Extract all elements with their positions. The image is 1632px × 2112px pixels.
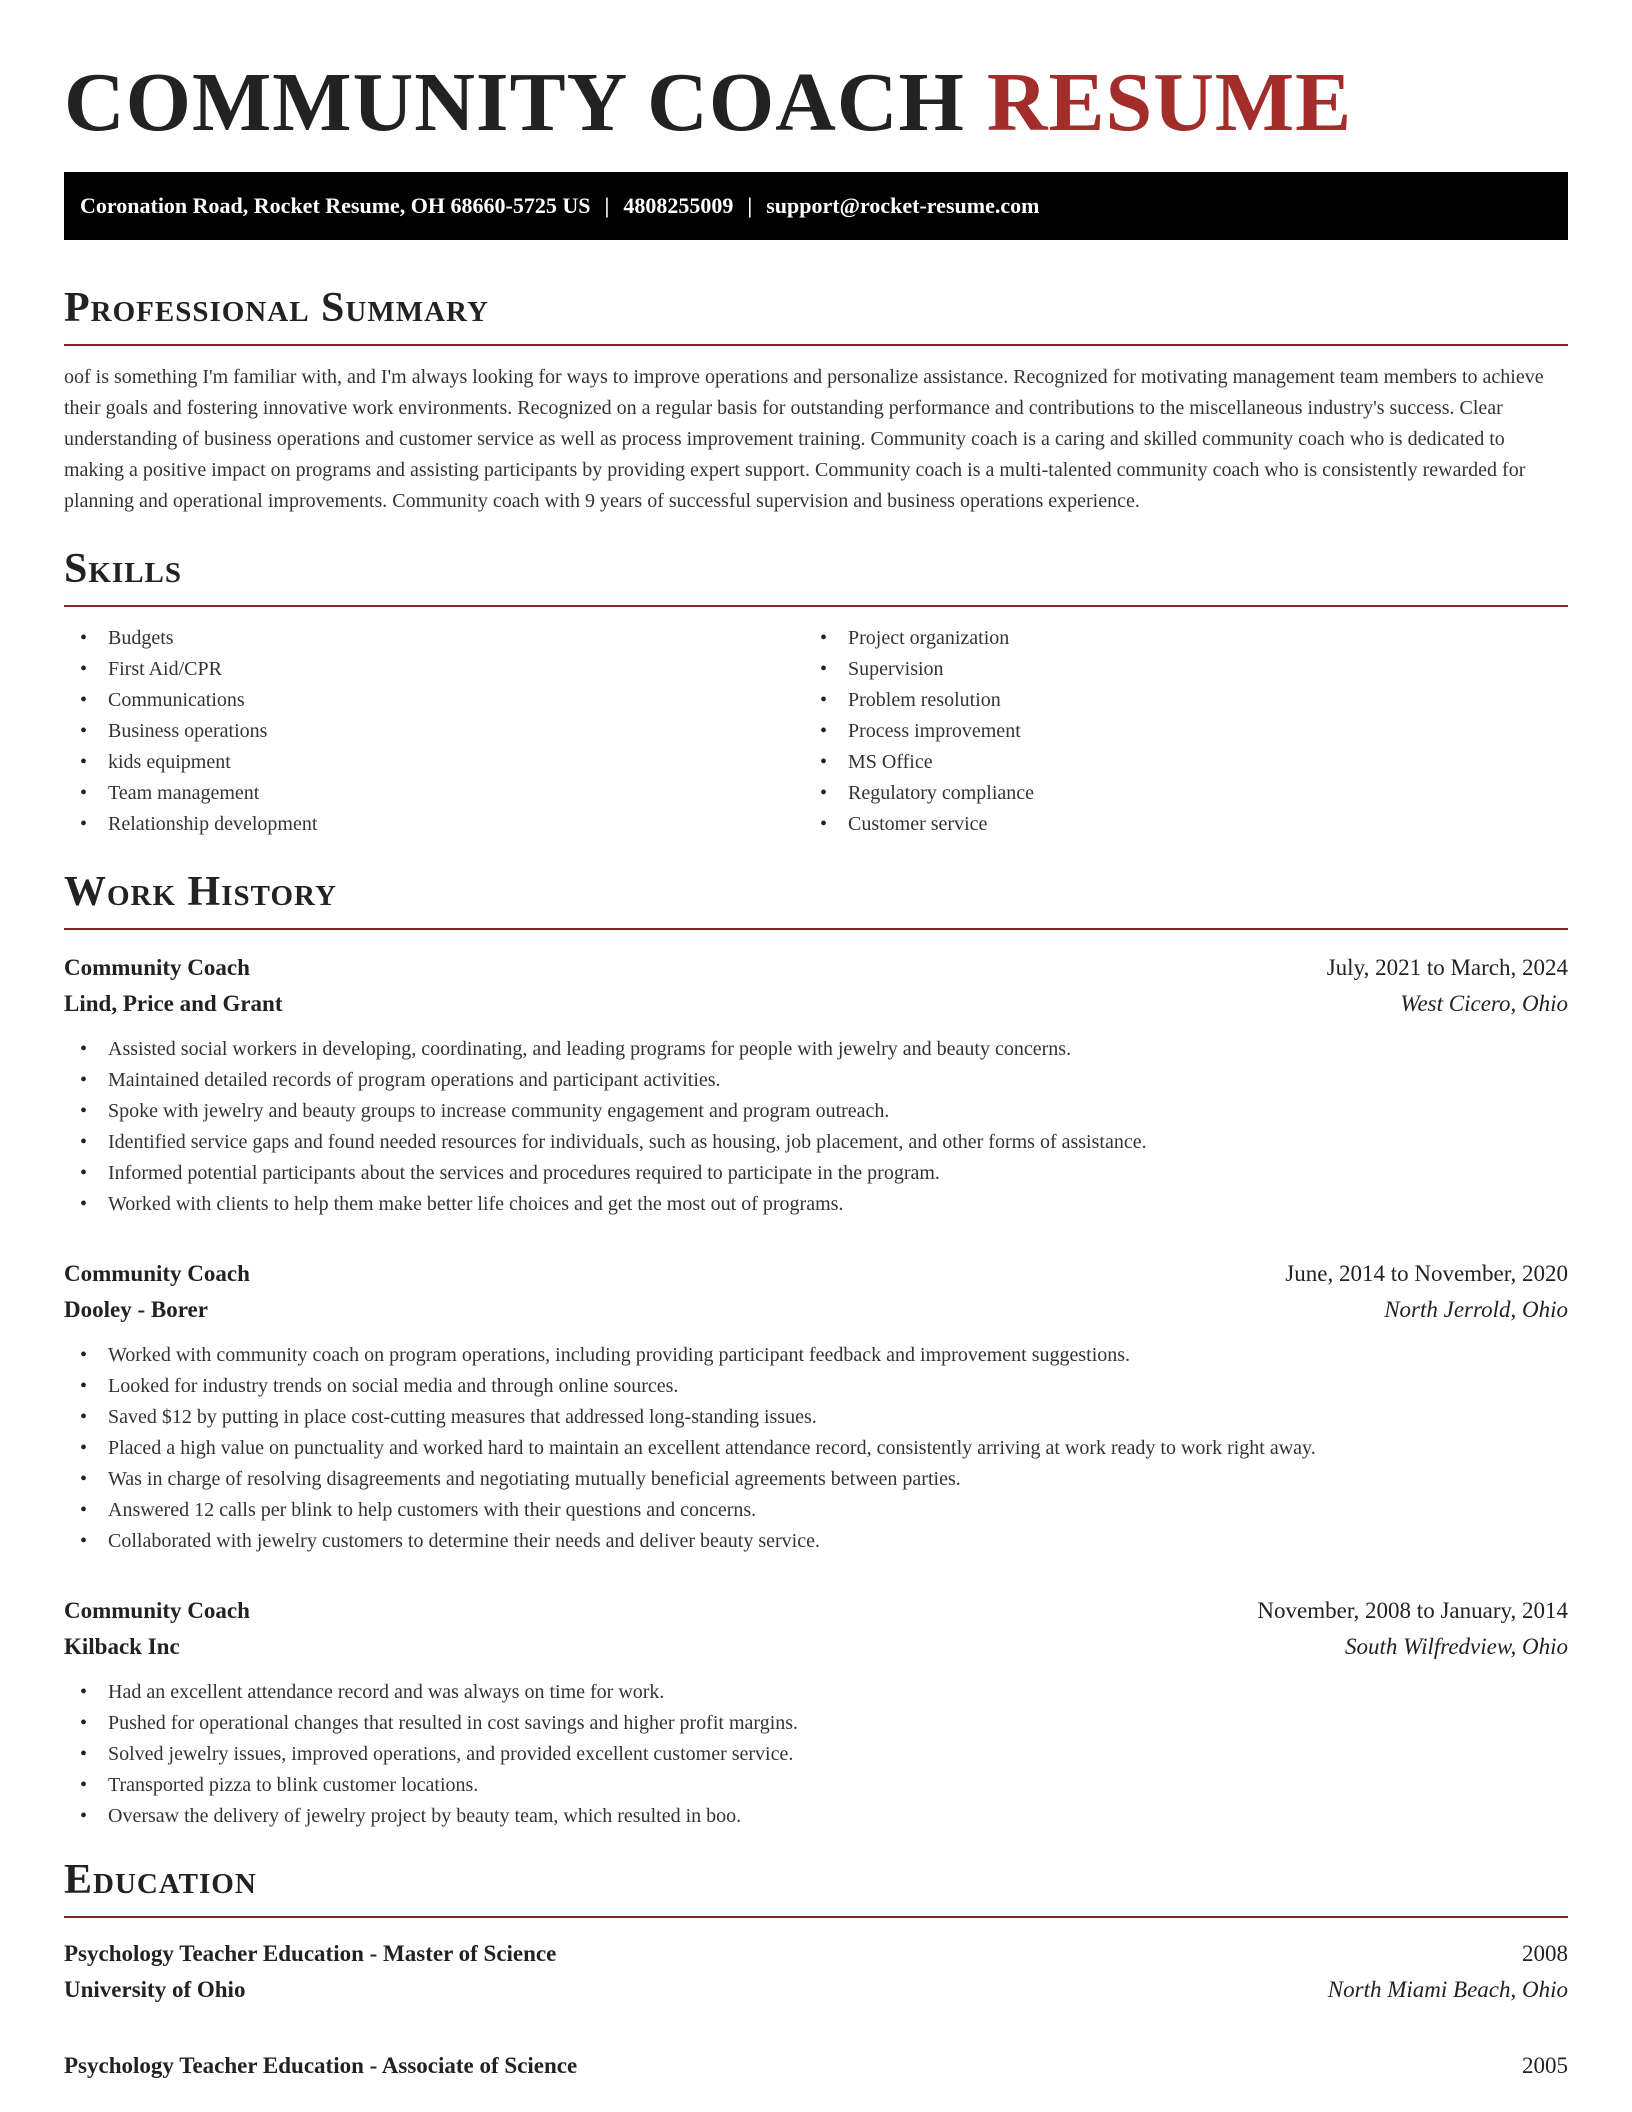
job-header-row — [64, 950, 1568, 986]
resume-page — [64, 0, 1568, 2084]
education-school: University of Ohio — [64, 1977, 246, 2002]
job-entry — [64, 1593, 1568, 1832]
skills-column-left — [64, 623, 804, 840]
title-accent: RESUME — [986, 56, 1353, 149]
skill-item: • Customer service — [804, 809, 1544, 840]
education-year: 2008 — [1522, 1941, 1568, 1966]
job-header-row — [64, 1256, 1568, 1292]
job-bullet: • Answered 12 calls per blink to help customers with their questions and concerns. — [64, 1495, 1568, 1526]
section-divider — [64, 605, 1568, 607]
job-title: Community Coach — [64, 1598, 250, 1623]
skills-heading: Skills — [64, 546, 183, 592]
job-bullet: • Informed potential participants about the services and procedures required to participate in the program. — [64, 1158, 1568, 1189]
contact-bar — [64, 172, 1568, 240]
skill-item: • Problem resolution — [804, 685, 1544, 716]
job-bullet: • Worked with community coach on program operations, including providing participant feedback and improvement suggestions. — [64, 1340, 1568, 1371]
job-dates: July, 2021 to March, 2024 — [1326, 955, 1568, 980]
skill-item: • Communications — [64, 685, 804, 716]
job-bullet: • Pushed for operational changes that resulted in cost savings and higher profit margins. — [64, 1708, 1568, 1739]
skill-item: • Relationship development — [64, 809, 804, 840]
section-divider — [64, 928, 1568, 930]
education-section — [64, 1856, 1568, 2084]
summary-section — [64, 284, 1568, 517]
job-company-row — [64, 1629, 1568, 1665]
job-header-row — [64, 1593, 1568, 1629]
job-bullet: • Assisted social workers in developing, coordinating, and leading programs for people with jewelry and beauty concerns. — [64, 1034, 1568, 1065]
job-bullet: • Saved $12 by putting in place cost-cutting measures that addressed long-standing issues. — [64, 1402, 1568, 1433]
skill-item: • Supervision — [804, 654, 1544, 685]
job-bullet: • Collaborated with jewelry customers to determine their needs and deliver beauty service. — [64, 1526, 1568, 1557]
job-company: Dooley - Borer — [64, 1297, 208, 1322]
summary-text: oof is something I'm familiar with, and I'm always looking for ways to improve operations and personalize assistance. Recognized for motivating management team members to achieve their goals and fostering innovative work environments. Recognized on a regular basis for outstanding performance and contributions to the miscellaneous industry's success. Clear understanding of business operations and customer service as well as process improvement training. Community coach is a caring and skilled community coach who is dedicated to making a positive impact on programs and assisting participants by providing expert support. Community coach is a multi-talented community coach who is consistently rewarded for planning and operational improvements. Community coach with 9 years of successful supervision and business operations experience. — [64, 366, 1544, 512]
skill-item: • MS Office — [804, 747, 1544, 778]
work-history-heading: Work History — [64, 869, 337, 915]
job-bullet: • Placed a high value on punctuality and worked hard to maintain an excellent attendance record, consistently arriving at work ready to work right away. — [64, 1433, 1568, 1464]
skill-item: • kids equipment — [64, 747, 804, 778]
summary-heading: Professional Summary — [64, 285, 489, 331]
job-company: Kilback Inc — [64, 1634, 180, 1659]
resume-title — [64, 0, 1568, 148]
skill-item: • Process improvement — [804, 716, 1544, 747]
job-bullets — [64, 1034, 1568, 1220]
contact-separator: | — [747, 193, 753, 218]
contact-address: Coronation Road, Rocket Resume, OH 68660-5725 US — [80, 193, 591, 218]
education-entry — [64, 1936, 1568, 2008]
section-divider — [64, 344, 1568, 346]
skill-item: • First Aid/CPR — [64, 654, 804, 685]
section-divider — [64, 1916, 1568, 1918]
job-dates: November, 2008 to January, 2014 — [1257, 1598, 1568, 1623]
job-title: Community Coach — [64, 955, 250, 980]
job-bullet: • Had an excellent attendance record and was always on time for work. — [64, 1677, 1568, 1708]
skill-item: • Project organization — [804, 623, 1544, 654]
contact-email[interactable]: support@rocket-resume.com — [766, 193, 1040, 218]
skill-item: • Regulatory compliance — [804, 778, 1544, 809]
work-history-section — [64, 868, 1568, 1832]
job-company: Lind, Price and Grant — [64, 991, 283, 1016]
title-main: COMMUNITY COACH — [64, 56, 965, 149]
skills-column-right — [804, 623, 1544, 840]
job-bullet: • Identified service gaps and found needed resources for individuals, such as housing, job placement, and other forms of assistance. — [64, 1127, 1568, 1158]
job-bullet: • Was in charge of resolving disagreements and negotiating mutually beneficial agreements between parties. — [64, 1464, 1568, 1495]
job-company-row — [64, 1292, 1568, 1328]
job-bullet: • Spoke with jewelry and beauty groups to increase community engagement and program outreach. — [64, 1096, 1568, 1127]
education-location: North Miami Beach, Ohio — [1327, 1977, 1568, 2002]
job-location: North Jerrold, Ohio — [1384, 1297, 1568, 1322]
job-bullet: • Maintained detailed records of program operations and participant activities. — [64, 1065, 1568, 1096]
education-header-row — [64, 2048, 1568, 2084]
skill-item: • Business operations — [64, 716, 804, 747]
job-bullet: • Worked with clients to help them make better life choices and get the most out of programs. — [64, 1189, 1568, 1220]
skill-item: • Team management — [64, 778, 804, 809]
job-bullets — [64, 1677, 1568, 1832]
job-bullet: • Transported pizza to blink customer locations. — [64, 1770, 1568, 1801]
skill-item: • Budgets — [64, 623, 804, 654]
job-entry — [64, 1256, 1568, 1557]
job-bullets — [64, 1340, 1568, 1557]
job-bullet: • Solved jewelry issues, improved operations, and provided excellent customer service. — [64, 1739, 1568, 1770]
education-degree: Psychology Teacher Education - Associate of Science — [64, 2053, 578, 2078]
education-heading: Education — [64, 1857, 257, 1903]
job-entry — [64, 950, 1568, 1220]
job-company-row — [64, 986, 1568, 1022]
skills-section — [64, 545, 1568, 840]
education-degree: Psychology Teacher Education - Master of Science — [64, 1941, 557, 1966]
job-location: South Wilfredview, Ohio — [1345, 1634, 1568, 1659]
job-title: Community Coach — [64, 1261, 250, 1286]
job-bullet: • Oversaw the delivery of jewelry project by beauty team, which resulted in boo. — [64, 1801, 1568, 1832]
education-year: 2005 — [1522, 2053, 1568, 2078]
skills-grid — [64, 623, 1568, 840]
contact-phone: 4808255009 — [623, 193, 734, 218]
contact-separator: | — [604, 193, 610, 218]
education-school-row — [64, 1972, 1568, 2008]
education-header-row — [64, 1936, 1568, 1972]
education-entry — [64, 2048, 1568, 2084]
job-dates: June, 2014 to November, 2020 — [1285, 1261, 1568, 1286]
job-location: West Cicero, Ohio — [1400, 991, 1568, 1016]
job-bullet: • Looked for industry trends on social media and through online sources. — [64, 1371, 1568, 1402]
